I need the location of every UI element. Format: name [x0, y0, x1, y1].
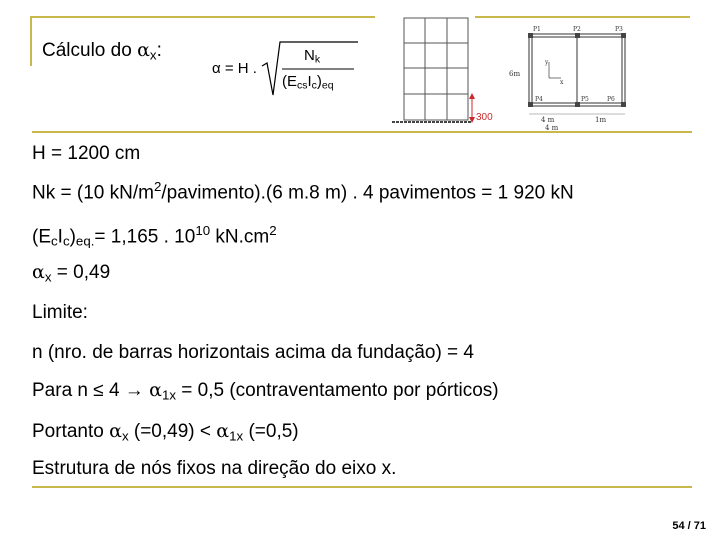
den-sub3: eq — [321, 79, 334, 92]
alpha-value: = 0,49 — [51, 262, 111, 283]
pillar-label-p6: P6 — [607, 96, 615, 103]
dim-bottom-2-label: 1m — [595, 116, 607, 124]
port-mid: (=0,49) < — [128, 421, 217, 442]
alpha-symbol: α — [32, 261, 45, 283]
ei-sub1: c — [51, 233, 58, 249]
nk-pre: Nk = (10 kN/m — [32, 182, 154, 204]
formula-lhs: α = H . — [212, 60, 257, 77]
ei-unit-sup: 2 — [269, 223, 277, 238]
dim-bottom-1-label: 4 m — [541, 116, 555, 124]
port-alpha1: α — [109, 420, 122, 442]
title-colon: : — [156, 40, 162, 61]
line-ei — [32, 223, 277, 249]
pillar-label-p2: P2 — [573, 26, 581, 33]
pillar-label-p1: P1 — [533, 26, 541, 33]
ei-sup: 10 — [195, 223, 211, 238]
pillar-label-p3: P3 — [615, 26, 623, 33]
ei-close: ) — [69, 226, 76, 248]
line-portanto — [32, 420, 299, 443]
den-open: (E — [282, 73, 297, 90]
ei-eq: = 1,165 . 10 — [94, 226, 196, 248]
ei-mid: I — [57, 226, 63, 248]
frame-elevation-figure — [388, 16, 498, 128]
axis-x-label: x — [560, 79, 564, 86]
para-post: = 0,5 (contraventamento por pórticos) — [175, 380, 499, 401]
formula-numerator-sub: k — [314, 53, 321, 66]
formula-numerator-text: N — [304, 47, 315, 64]
accent-line-top-left-vertical — [30, 16, 32, 66]
dim-left-label: 6m — [509, 70, 521, 78]
title-text: Cálculo do — [42, 40, 138, 61]
nk-post: /pavimento).(6 m.8 m) . 4 pavimentos = 1 920 kN — [161, 182, 574, 204]
port-sub1: x — [121, 428, 129, 444]
slide-title — [42, 39, 162, 62]
line-conclusion: Estrutura de nós fixos na direção do eixo x. — [32, 458, 397, 479]
port-sub2: 1x — [229, 428, 244, 444]
floor-plan-figure — [505, 22, 635, 134]
nk-sup: 2 — [153, 179, 162, 194]
para-pre: Para n ≤ 4 → — [32, 380, 150, 401]
den-sub1: cs — [297, 79, 308, 92]
ei-unit: kN.cm — [210, 226, 270, 248]
formula-denominator — [282, 73, 334, 92]
title-alpha-symbol: α — [137, 39, 150, 61]
den-close: ) — [316, 73, 322, 90]
page-number: 54 / 71 — [672, 520, 706, 532]
port-alpha2: α — [216, 420, 230, 442]
port-post: (=0,5) — [243, 421, 299, 442]
ei-sub3: eq. — [75, 233, 95, 249]
alpha-formula — [212, 40, 360, 100]
ei-open: (E — [32, 226, 51, 248]
accent-line-bottom — [32, 486, 692, 488]
alpha-sub: x — [44, 269, 52, 285]
line-h: H = 1200 cm — [32, 143, 141, 164]
line-nk — [32, 179, 574, 204]
line-n: n (nro. de barras horizontais acima da fundação) = 4 — [32, 342, 475, 363]
title-alpha-subscript: x — [149, 47, 157, 63]
pillar-label-p5: P5 — [581, 96, 589, 103]
line-para — [32, 379, 499, 402]
line-limite: Limite: — [32, 302, 88, 323]
axis-y-label: y — [545, 59, 549, 66]
accent-line-top-right — [475, 16, 690, 18]
port-pre: Portanto — [32, 421, 110, 442]
den-sub2: c — [311, 79, 317, 92]
pillar-label-p4: P4 — [535, 96, 543, 103]
frame-height-label: 300 — [476, 112, 493, 123]
dim-bottom-3-label: 4 m — [545, 124, 559, 132]
den-mid: I — [307, 73, 312, 90]
para-alpha: α — [149, 379, 162, 401]
formula-numerator — [304, 47, 320, 66]
line-alpha-value — [32, 261, 110, 284]
para-sub: 1x — [161, 387, 176, 403]
ei-sub2: c — [62, 233, 70, 249]
accent-line-top-left-horizontal — [30, 16, 375, 18]
